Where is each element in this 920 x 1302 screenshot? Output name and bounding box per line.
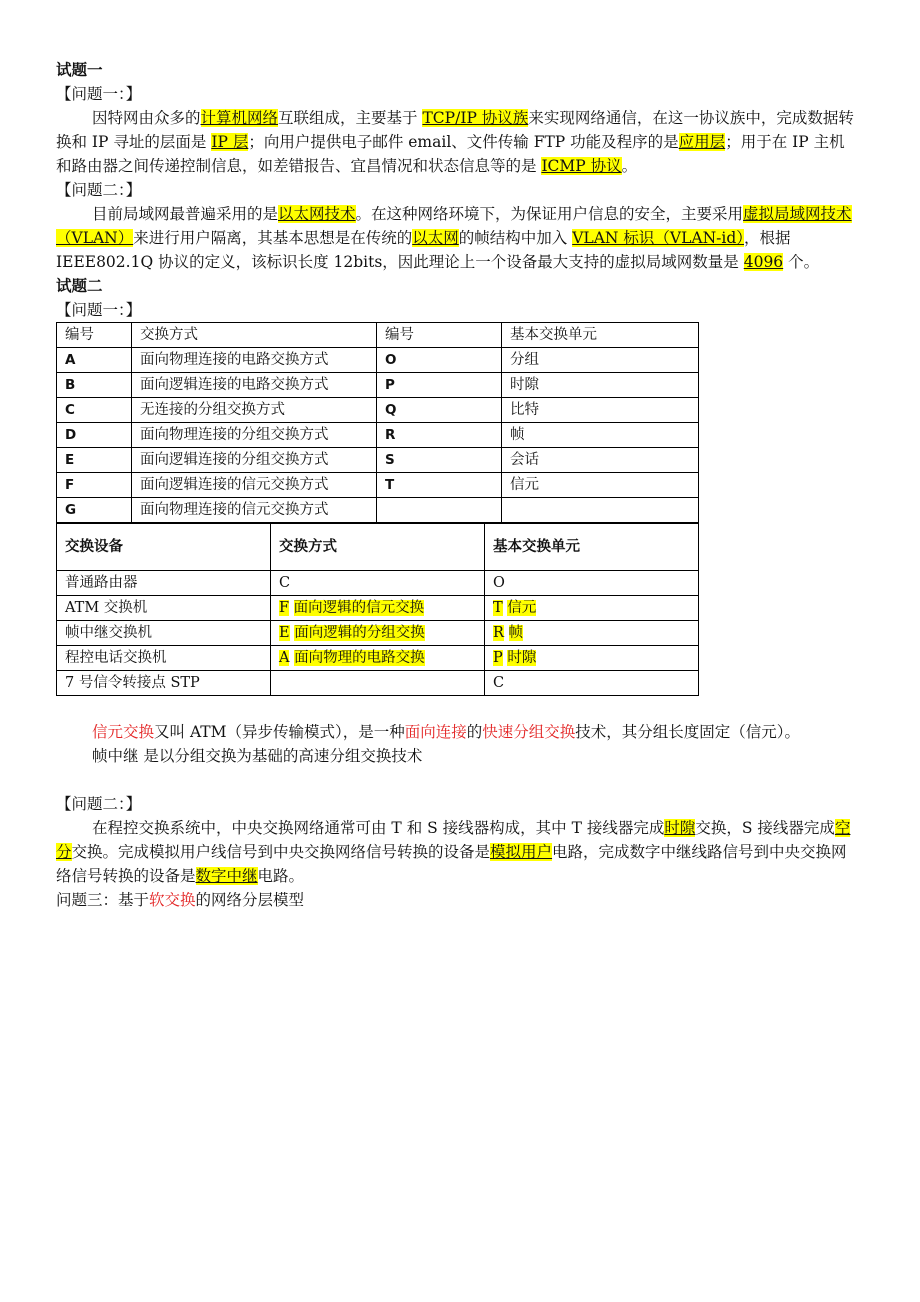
text-run: 技术，其分组长度固定（信元）。 (575, 723, 801, 741)
switching-mode-table (56, 322, 699, 523)
text-run: 互联组成，主要基于 (278, 109, 423, 127)
text-run: C (493, 675, 505, 691)
table-row (57, 596, 699, 621)
text-run: 问题三：基于 (56, 891, 150, 909)
header-cell: 编号 (377, 323, 502, 348)
mode-cell (271, 646, 485, 671)
mode-cell (271, 571, 485, 596)
text-run: 电路，完成数字中继线路信号到中央交换网络信号转换的设备是 (56, 843, 847, 885)
table-cell: 面向逻辑连接的电路交换方式 (132, 373, 377, 398)
highlighted-text: R (493, 625, 504, 641)
table-cell: 会话 (502, 448, 699, 473)
switching-device-table (56, 523, 699, 696)
table-cell: 比特 (502, 398, 699, 423)
device-cell: 帧中继交换机 (57, 621, 271, 646)
unit-cell (485, 671, 699, 696)
text-run: 来实现网络通信，在这一协议族中，完成数据转换和 IP 寻址的层面是 (56, 109, 854, 151)
text-run: C (279, 575, 291, 591)
q1-sub2: 【问题二：】 (56, 181, 142, 199)
text-run: 的网络分层模型 (195, 891, 305, 909)
header-cell: 编号 (57, 323, 132, 348)
highlighted-text: A (279, 650, 290, 666)
table-cell (502, 498, 699, 523)
q1-paragraph-1 (56, 106, 856, 178)
device-cell: ATM 交换机 (57, 596, 271, 621)
table-cell: 面向逻辑连接的信元交换方式 (132, 473, 377, 498)
text-run: ；用于在 IP 主机和路由器之间传递控制信息，如差错报告、宜昌情况和状态信息等的是 (56, 133, 845, 175)
q2-sub1: 【问题一：】 (56, 301, 142, 319)
header-cell: 基本交换单元 (485, 524, 699, 571)
header-cell: 交换方式 (271, 524, 485, 571)
device-cell: 程控电话交换机 (57, 646, 271, 671)
q1-sub1: 【问题一：】 (56, 85, 142, 103)
table-row (57, 646, 699, 671)
q1-paragraph-2 (56, 202, 856, 274)
highlighted-text: 帧 (508, 625, 524, 641)
highlighted-text: VLAN 标识（VLAN-id） (572, 229, 744, 247)
table-row (57, 621, 699, 646)
highlighted-text: P (493, 650, 503, 666)
table-cell: P (377, 373, 502, 398)
table-cell: S (377, 448, 502, 473)
table-cell: B (57, 373, 132, 398)
highlighted-text: 时隙 (664, 819, 696, 837)
table-cell: F (57, 473, 132, 498)
table-row (57, 373, 699, 398)
text-run (504, 625, 509, 641)
highlighted-text: F (279, 600, 290, 616)
mode-cell (271, 621, 485, 646)
text-run: 电路。 (257, 867, 305, 885)
table-row (57, 473, 699, 498)
q2-title: 试题二 (56, 277, 103, 295)
highlighted-text: 面向逻辑的信元交换 (293, 600, 425, 616)
table-cell: E (57, 448, 132, 473)
table-cell: T (377, 473, 502, 498)
text-run: ，根据 IEEE802.1Q 协议的定义，该标识长度 12bits，因此理论上一个设备最大支持的虚拟局域网数量是 (56, 229, 791, 271)
highlighted-text: 以太网技术 (278, 205, 356, 223)
table-cell: 面向物理连接的分组交换方式 (132, 423, 377, 448)
mode-cell (271, 671, 485, 696)
table-row (57, 571, 699, 596)
text-run: 的帧结构中加入 (458, 229, 573, 247)
highlighted-text: T (493, 600, 503, 616)
text-run: 的 (466, 723, 483, 741)
table-cell: 帧 (502, 423, 699, 448)
atm-note (56, 720, 856, 744)
unit-cell (485, 596, 699, 621)
text-run: 交换，S 接线器完成 (695, 819, 835, 837)
header-cell: 交换设备 (57, 524, 271, 571)
table-cell: 分组 (502, 348, 699, 373)
text-run: ；向用户提供电子邮件 email、文件传输 FTP 功能及程序的是 (248, 133, 679, 151)
table-cell: Q (377, 398, 502, 423)
q2-sub2: 【问题二：】 (56, 795, 142, 813)
highlighted-text: 软交换 (149, 891, 196, 909)
unit-cell (485, 571, 699, 596)
text-run: 目前局域网最普遍采用的是 (92, 205, 279, 223)
highlighted-text: 4096 (743, 253, 784, 271)
highlighted-text: 计算机网络 (200, 109, 279, 127)
table-cell: O (377, 348, 502, 373)
table-cell: 面向物理连接的电路交换方式 (132, 348, 377, 373)
table-cell: R (377, 423, 502, 448)
q2-question-3 (56, 888, 856, 912)
table-row (57, 448, 699, 473)
text-run: 个。 (783, 253, 820, 271)
table-row (57, 498, 699, 523)
document-page (56, 58, 856, 912)
highlighted-text: 时隙 (507, 650, 537, 666)
highlighted-text: 面向连接 (404, 723, 467, 741)
highlighted-text: 虚拟局域网技术（VLAN） (56, 205, 852, 247)
unit-cell (485, 621, 699, 646)
q2-paragraph-2 (56, 816, 856, 888)
table-cell (377, 498, 502, 523)
table-cell: C (57, 398, 132, 423)
text-run: 交换。完成模拟用户线信号到中央交换网络信号转换的设备是 (71, 843, 491, 861)
highlighted-text: 面向物理的电路交换 (294, 650, 425, 666)
highlighted-text: TCP/IP 协议族 (422, 109, 529, 127)
text-run: O (493, 575, 505, 591)
table-cell: 时隙 (502, 373, 699, 398)
table-row (57, 671, 699, 696)
header-cell: 基本交换单元 (502, 323, 699, 348)
highlighted-text: 快速分组交换 (482, 723, 576, 741)
table-row (57, 423, 699, 448)
header-cell: 交换方式 (132, 323, 377, 348)
table-header-row (57, 524, 699, 571)
device-cell: 普通路由器 (57, 571, 271, 596)
table-cell: 信元 (502, 473, 699, 498)
text-run: 。 (621, 157, 638, 175)
frame-relay-note: 帧中继 是以分组交换为基础的高速分组交换技术 (92, 747, 423, 765)
highlighted-text: 应用层 (678, 133, 726, 151)
highlighted-text: 空分 (56, 819, 851, 861)
table-cell: G (57, 498, 132, 523)
text-run (289, 600, 294, 616)
highlighted-text: 数字中继 (195, 867, 258, 885)
table-cell: 面向物理连接的信元交换方式 (132, 498, 377, 523)
highlighted-text: 模拟用户 (490, 843, 553, 861)
unit-cell (485, 646, 699, 671)
table-header-row (57, 323, 699, 348)
text-run: 又叫 ATM（异步传输模式），是一种 (154, 723, 405, 741)
table-cell: 面向逻辑连接的分组交换方式 (132, 448, 377, 473)
highlighted-text: E (279, 625, 290, 641)
highlighted-text: 信元 (507, 600, 537, 616)
device-cell: 7 号信令转接点 STP (57, 671, 271, 696)
text-run: 在程控交换系统中，中央交换网络通常可由 T 和 S 接线器构成，其中 T 接线器完成 (92, 819, 665, 837)
highlighted-text: 信元交换 (92, 723, 155, 741)
text-run: 因特网由众多的 (92, 109, 201, 127)
mode-cell (271, 596, 485, 621)
highlighted-text: 以太网 (412, 229, 459, 247)
q1-title: 试题一 (56, 61, 103, 79)
highlighted-text: 面向逻辑的分组交换 (294, 625, 425, 641)
highlighted-text: IP 层 (211, 133, 249, 151)
table-row (57, 398, 699, 423)
text-run: 。在这种网络环境下，为保证用户信息的安全，主要采用 (355, 205, 744, 223)
table-cell: D (57, 423, 132, 448)
text-run: 来进行用户隔离，其基本思想是在传统的 (133, 229, 413, 247)
table-cell: 无连接的分组交换方式 (132, 398, 377, 423)
table-row (57, 348, 699, 373)
highlighted-text: ICMP 协议 (541, 157, 622, 175)
table-cell: A (57, 348, 132, 373)
